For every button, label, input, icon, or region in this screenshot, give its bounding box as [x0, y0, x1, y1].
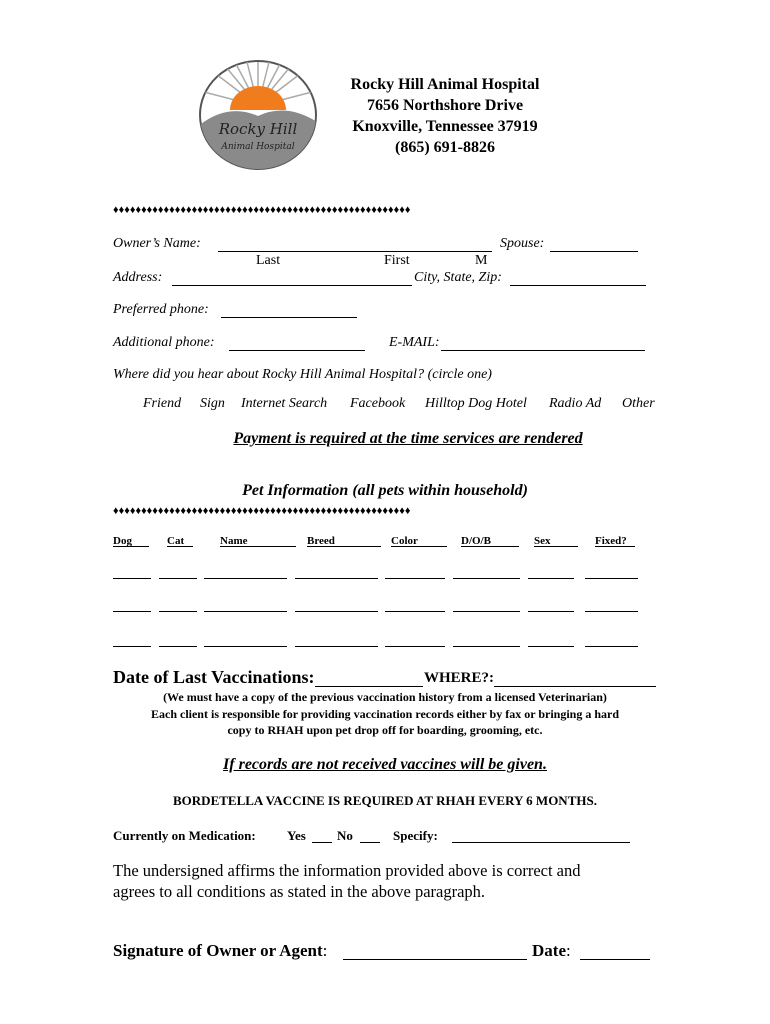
vaccination-date-field[interactable]	[315, 668, 423, 687]
logo-subtitle: Animal Hospital	[221, 142, 295, 152]
referral-option-other[interactable]: Other	[622, 396, 655, 411]
first-name-caption: First	[384, 253, 410, 268]
column-cat: Cat	[167, 535, 185, 547]
pet-dob-field[interactable]	[453, 577, 520, 579]
preferred-phone-field[interactable]	[221, 302, 357, 318]
column-underline	[307, 546, 381, 547]
pet-color-field[interactable]	[385, 610, 445, 612]
middle-initial-caption: M	[475, 253, 488, 268]
clinic-street: 7656 Northshore Drive	[366, 97, 524, 114]
vaccination-note-3: copy to RHAH upon pet drop off for boarding, grooming, etc.	[227, 723, 543, 737]
pet-dog-field[interactable]	[113, 645, 151, 647]
medication-yes-field[interactable]	[312, 828, 332, 843]
referral-option-friend[interactable]: Friend	[143, 396, 182, 411]
spouse-label: Spouse:	[500, 236, 545, 251]
column-underline	[534, 546, 578, 547]
pet-dog-field[interactable]	[113, 610, 151, 612]
referral-option-internet-search[interactable]: Internet Search	[241, 396, 328, 411]
medication-specify-label: Specify:	[393, 828, 438, 843]
referral-option-hilltop-dog-hotel[interactable]: Hilltop Dog Hotel	[425, 396, 527, 411]
sun-hill-logo-icon	[196, 58, 320, 172]
vaccination-where-label: WHERE?:	[424, 670, 495, 686]
column-dob: D/O/B	[461, 535, 491, 547]
column-underline	[167, 546, 193, 547]
referral-option-sign[interactable]: Sign	[200, 396, 225, 411]
signature-label-text: Signature of Owner or Agent	[113, 941, 323, 960]
records-warning: If records are not received vaccines will be given.	[223, 756, 547, 773]
column-color: Color	[391, 535, 418, 547]
date-label-text: Date	[532, 941, 566, 960]
vaccination-note-1: (We must have a copy of the previous vaccination history from a licensed Veterinarian)	[163, 690, 607, 704]
clinic-city: Knoxville, Tennessee 37919	[352, 118, 538, 135]
pet-cat-field[interactable]	[159, 610, 197, 612]
medication-no-label: No	[337, 828, 353, 843]
spouse-field[interactable]	[550, 236, 638, 252]
pet-cat-field[interactable]	[159, 577, 197, 579]
column-breed: Breed	[307, 535, 335, 547]
pet-fixed-field[interactable]	[585, 610, 638, 612]
pet-info-title: Pet Information (all pets within household)	[242, 482, 528, 499]
pet-breed-field[interactable]	[295, 577, 378, 579]
clinic-phone: (865) 691-8826	[395, 139, 495, 156]
pet-breed-field[interactable]	[295, 645, 378, 647]
pet-name-field[interactable]	[204, 610, 287, 612]
preferred-phone-label: Preferred phone:	[113, 302, 209, 317]
signature-field[interactable]	[343, 943, 527, 960]
vaccination-where-field[interactable]	[494, 668, 656, 687]
column-underline	[220, 546, 296, 547]
additional-phone-label: Additional phone:	[113, 335, 215, 350]
additional-phone-field[interactable]	[229, 335, 365, 351]
diamond-divider-pets: ♦♦♦♦♦♦♦♦♦♦♦♦♦♦♦♦♦♦♦♦♦♦♦♦♦♦♦♦♦♦♦♦♦♦♦♦♦♦♦♦♦♦♦♦♦♦♦♦♦♦♦♦♦	[113, 505, 411, 517]
owner-name-label: Owner’s Name:	[113, 236, 201, 251]
address-field[interactable]	[172, 270, 412, 286]
signature-label: Signature of Owner or Agent:	[113, 941, 328, 960]
column-dog: Dog	[113, 535, 132, 547]
pet-cat-field[interactable]	[159, 645, 197, 647]
pet-name-field[interactable]	[204, 645, 287, 647]
pet-fixed-field[interactable]	[585, 577, 638, 579]
pet-dog-field[interactable]	[113, 577, 151, 579]
city-state-zip-field[interactable]	[510, 270, 646, 286]
referral-option-radio-ad[interactable]: Radio Ad	[549, 396, 602, 411]
pet-name-field[interactable]	[204, 577, 287, 579]
date-label: Date:	[532, 941, 571, 960]
affirmation-line-2: agrees to all conditions as stated in the above paragraph.	[113, 882, 486, 901]
date-field[interactable]	[580, 943, 650, 960]
pet-color-field[interactable]	[385, 577, 445, 579]
medication-specify-field[interactable]	[452, 828, 630, 843]
owner-name-field[interactable]	[218, 236, 492, 252]
email-label: E-MAIL:	[389, 335, 440, 350]
referral-option-facebook[interactable]: Facebook	[350, 396, 406, 411]
clinic-name: Rocky Hill Animal Hospital	[350, 76, 540, 93]
city-state-zip-label: City, State, Zip:	[414, 270, 502, 285]
address-label: Address:	[113, 270, 163, 285]
medication-label: Currently on Medication:	[113, 828, 256, 843]
payment-notice: Payment is required at the time services are rendered	[233, 430, 583, 447]
referral-question: Where did you hear about Rocky Hill Animal Hospital? (circle one)	[113, 367, 492, 382]
vaccination-date-label: Date of Last Vaccinations:	[113, 667, 315, 687]
pet-sex-field[interactable]	[528, 577, 574, 579]
medication-yes-label: Yes	[287, 828, 306, 843]
affirmation-line-1: The undersigned affirms the information provided above is correct and	[113, 861, 581, 880]
column-underline	[113, 546, 149, 547]
email-field[interactable]	[441, 335, 645, 351]
pet-breed-field[interactable]	[295, 610, 378, 612]
medication-no-field[interactable]	[360, 828, 380, 843]
diamond-divider: ♦♦♦♦♦♦♦♦♦♦♦♦♦♦♦♦♦♦♦♦♦♦♦♦♦♦♦♦♦♦♦♦♦♦♦♦♦♦♦♦♦♦♦♦♦♦♦♦♦♦♦♦♦	[113, 204, 411, 216]
pet-fixed-field[interactable]	[585, 645, 638, 647]
last-name-caption: Last	[256, 253, 281, 268]
column-underline	[391, 546, 447, 547]
pet-sex-field[interactable]	[528, 610, 574, 612]
pet-color-field[interactable]	[385, 645, 445, 647]
column-underline	[461, 546, 519, 547]
pet-sex-field[interactable]	[528, 645, 574, 647]
logo-wordmark: Rocky Hill	[218, 120, 298, 138]
clinic-logo	[196, 58, 320, 172]
pet-dob-field[interactable]	[453, 645, 520, 647]
column-sex: Sex	[534, 535, 551, 547]
bordetella-notice: BORDETELLA VACCINE IS REQUIRED AT RHAH EVERY 6 MONTHS.	[173, 793, 597, 808]
vaccination-note-2: Each client is responsible for providing vaccination records either by fax or bringing a hard	[150, 707, 620, 721]
pet-dob-field[interactable]	[453, 610, 520, 612]
column-name: Name	[220, 535, 248, 547]
column-fixed: Fixed?	[595, 535, 627, 547]
column-underline	[595, 546, 635, 547]
